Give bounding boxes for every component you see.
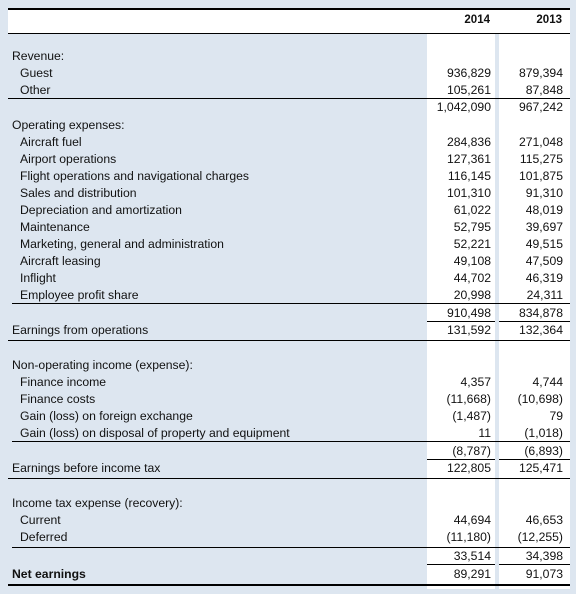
operating-expense-item-label: Depreciation and amortization (20, 203, 182, 217)
non-operating-item-value-2014: (1,487) (452, 409, 491, 423)
operating-expense-item-label: Airport operations (20, 152, 117, 166)
operating-expense-item-value-2014: 61,022 (453, 203, 491, 217)
operating-expense-item-value-2013: 46,319 (525, 271, 563, 285)
operating-expense-item-value-2014: 127,361 (446, 152, 491, 166)
operating-expense-item-value-2013: 39,697 (525, 220, 563, 234)
revenue-item-label: Guest (20, 66, 53, 80)
operating-expense-item-value-2014: 20,998 (453, 288, 491, 302)
earnings-before-tax-value-2013: 125,471 (518, 461, 563, 475)
earnings-before-tax-rule (8, 478, 570, 479)
revenue-item (0, 65, 576, 82)
operating-expense-item (0, 236, 576, 253)
revenue-item-label: Other (20, 83, 51, 97)
earnings-before-tax-value-2014: 122,805 (446, 461, 491, 475)
operating-expense-item-value-2014: 116,145 (447, 169, 491, 183)
income-tax-item-label: Deferred (20, 530, 68, 544)
operating-expense-item (0, 185, 576, 202)
earnings-from-operations-label: Earnings from operations (12, 323, 149, 337)
non-operating-total-value-2013: (6,893) (524, 444, 563, 458)
non-operating-rule (12, 441, 570, 442)
operating-expense-item-value-2014: 49,108 (453, 254, 491, 268)
operating-expense-item (0, 168, 576, 185)
operating-expense-item (0, 270, 576, 287)
operating-expense-item-label: Aircraft leasing (20, 254, 101, 268)
earnings-before-tax-label: Earnings before income tax (12, 461, 161, 475)
revenue-item-value-2014: 105,261 (446, 83, 491, 97)
non-operating-total-value-2014: (8,787) (452, 444, 491, 458)
net-earnings-value-2014: 89,291 (453, 567, 491, 581)
header-rule (8, 33, 570, 34)
income-tax-total-value-2013: 34,398 (525, 549, 563, 563)
income-tax-item-value-2013: 46,653 (525, 513, 563, 527)
revenue-item-value-2014: 936,829 (446, 66, 491, 80)
operating-expense-item (0, 287, 576, 304)
operating-expense-item-label: Marketing, general and administration (20, 237, 224, 251)
top-rule (8, 8, 570, 10)
non-operating-item-value-2014: (11,668) (446, 392, 491, 406)
revenue-heading (0, 48, 576, 65)
earnings-from-operations-rule (8, 340, 570, 341)
earnings-from-operations-value-2014: 131,592 (446, 323, 491, 337)
income-tax-item-value-2014: (11,180) (446, 530, 491, 544)
non-operating-item (0, 374, 576, 391)
operating-expense-item (0, 253, 576, 270)
operating-expense-item (0, 134, 576, 151)
income-tax-heading (0, 495, 576, 512)
operating-expense-item-value-2013: 101,875 (518, 169, 563, 183)
operating-expenses-total-value-2013: 834,878 (518, 306, 563, 320)
income-tax-total-value-2014: 33,514 (453, 549, 491, 563)
operating-expense-item-value-2014: 44,702 (453, 271, 491, 285)
net-earnings-label: Net earnings (12, 567, 86, 581)
income-tax-item-label: Current (20, 513, 61, 527)
non-operating-item (0, 408, 576, 425)
income-tax-item-value-2014: 44,694 (453, 513, 491, 527)
revenue-heading-label: Revenue: (12, 49, 65, 63)
operating-expense-item-value-2013: 48,019 (525, 203, 563, 217)
operating-expense-item-value-2013: 49,515 (525, 237, 563, 251)
operating-expense-item-label: Employee profit share (20, 288, 139, 302)
operating-expense-item-value-2013: 271,048 (518, 135, 563, 149)
revenue-total-value-2013: 967,242 (518, 100, 563, 114)
operating-expense-item-label: Maintenance (20, 220, 90, 234)
operating-expense-item (0, 202, 576, 219)
revenue-total-value-2014: 1,042,090 (436, 100, 491, 114)
income-tax-sum-rule-2014 (427, 564, 495, 565)
operating-expense-item-label: Sales and distribution (20, 186, 137, 200)
non-operating-total (0, 443, 576, 460)
non-operating-item-value-2013: 79 (549, 409, 563, 423)
operating-expenses-total-value-2014: 910,498 (446, 306, 491, 320)
operating-expense-item-value-2013: 47,509 (525, 254, 563, 268)
income-tax-item (0, 529, 576, 546)
income-tax-item (0, 512, 576, 529)
income-tax-heading-label: Income tax expense (recovery): (12, 496, 183, 510)
non-operating-item-label: Finance income (20, 375, 107, 389)
bottom-rule (8, 584, 570, 586)
non-operating-item-value-2013: (1,018) (524, 426, 563, 440)
non-operating-heading (0, 357, 576, 374)
operating-expense-item-value-2013: 91,310 (525, 186, 563, 200)
header-year-2013: 2013 (536, 14, 562, 26)
revenue-item-value-2013: 87,848 (525, 83, 563, 97)
operating-expense-item-label: Aircraft fuel (20, 135, 82, 149)
operating-expense-item-value-2014: 52,795 (453, 220, 491, 234)
revenue-item (0, 82, 576, 99)
operating-expense-item-value-2014: 284,836 (446, 135, 491, 149)
revenue-item-value-2013: 879,394 (518, 66, 563, 80)
non-operating-heading-label: Non-operating income (expense): (12, 358, 193, 372)
earnings-before-tax (0, 460, 576, 477)
non-operating-item-value-2014: 11 (478, 426, 491, 440)
operating-expense-item (0, 219, 576, 236)
operating-expense-item (0, 151, 576, 168)
operating-expense-item-label: Inflight (20, 271, 56, 285)
header-year-2014: 2014 (464, 14, 490, 26)
operating-expense-item-value-2013: 115,275 (519, 152, 563, 166)
operating-expenses-heading (0, 117, 576, 134)
operating-expense-item-value-2013: 24,311 (526, 288, 563, 302)
non-operating-item-label: Finance costs (20, 392, 96, 406)
revenue-total (0, 99, 576, 116)
non-operating-item-label: Gain (loss) on disposal of property and equipment (20, 426, 290, 440)
operating-expenses-total (0, 305, 576, 322)
net-earnings-value-2013: 91,073 (525, 567, 563, 581)
income-tax-total (0, 548, 576, 565)
non-operating-item (0, 391, 576, 408)
non-operating-item (0, 425, 576, 442)
net-earnings (0, 566, 576, 583)
non-operating-item-label: Gain (loss) on foreign exchange (20, 409, 193, 423)
operating-expense-item-value-2014: 52,221 (453, 237, 491, 251)
operating-expenses-rule (12, 303, 570, 304)
operating-expense-item-value-2014: 101,310 (446, 186, 491, 200)
non-operating-item-value-2014: 4,357 (460, 375, 491, 389)
income-tax-sum-rule-2013 (499, 564, 570, 565)
earnings-from-operations (0, 322, 576, 339)
non-operating-item-value-2013: (10,698) (517, 392, 563, 406)
income-tax-item-value-2013: (12,255) (517, 530, 563, 544)
operating-expenses-heading-label: Operating expenses: (12, 118, 125, 132)
earnings-from-operations-value-2013: 132,364 (518, 323, 563, 337)
operating-expense-item-label: Flight operations and navigational charges (20, 169, 250, 183)
non-operating-item-value-2013: 4,744 (532, 375, 563, 389)
